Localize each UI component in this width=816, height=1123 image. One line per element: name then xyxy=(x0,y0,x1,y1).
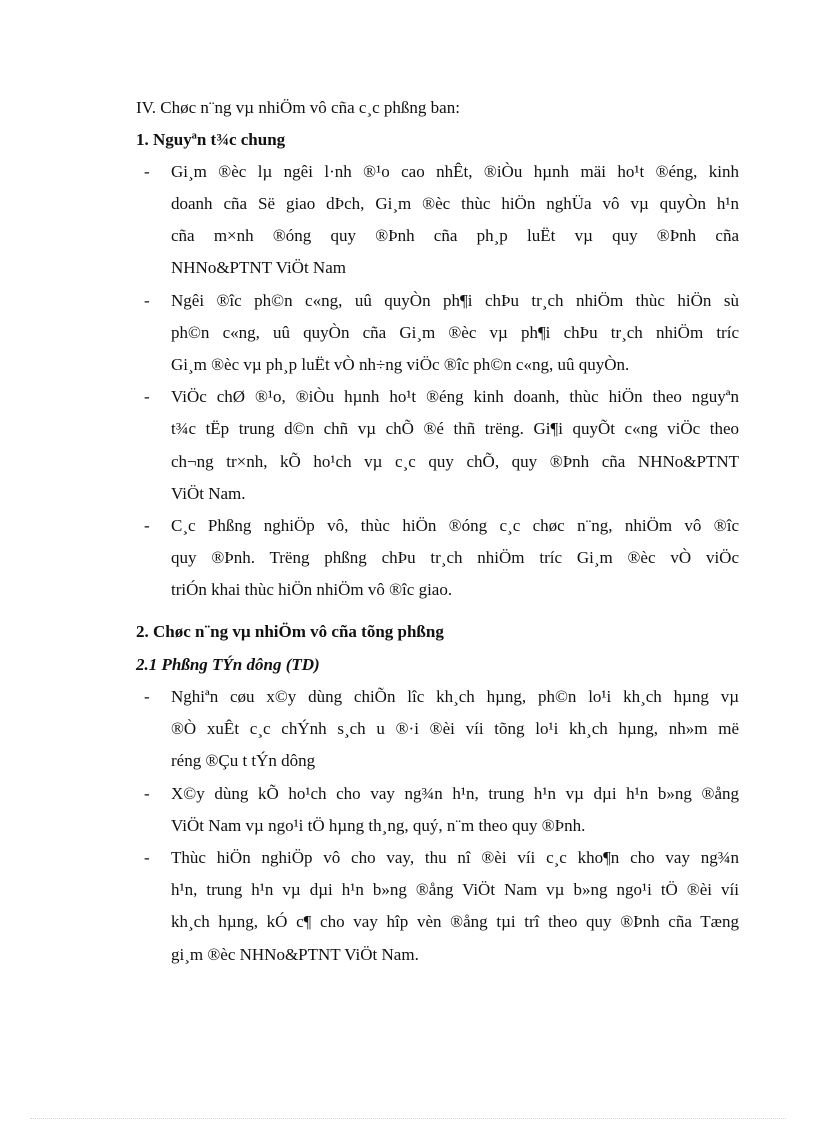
list-item-line: Gi¸m ®èc lµ ngêi l·nh ®¹o cao nhÊt, ®iÒu hµnh mäi ho¹t ®éng, kinh xyxy=(171,162,739,181)
bullet-dash: - xyxy=(144,516,150,535)
list-item-line: ph©n c«ng, uû quyÒn cña Gi¸m ®èc vµ ph¶i chÞu tr¸ch nhiÖm tríc xyxy=(171,323,739,342)
list-item-line: ViÖc chØ ®¹o, ®iÒu hµnh ho¹t ®éng kinh doanh, thùc hiÖn theo nguyªn xyxy=(171,387,739,406)
list-item-line: ViÖt Nam vµ ngo¹i tÖ hµng th¸ng, quý, n¨m theo quy ®Þnh. xyxy=(171,816,586,835)
bullet-dash: - xyxy=(144,162,150,181)
list-item-line: triÓn khai thùc hiÖn nhiÖm vô ®îc giao. xyxy=(171,580,453,599)
bullet-dash: - xyxy=(144,848,150,867)
list-item-line: quy ®Þnh. Trëng phßng chÞu tr¸ch nhiÖm tríc Gi¸m ®èc vÒ viÖc xyxy=(171,548,739,567)
list-item-line: h¹n, trung h¹n vµ dµi h¹n b»ng ®ång ViÖt Nam vµ b»ng ngo¹i tÖ ®èi víi xyxy=(171,880,739,899)
list-item-line: t¾c tËp trung d©n chñ vµ chÕ ®é thñ trëng. Gi¶i quyÕt c«ng viÖc theo xyxy=(171,419,739,438)
bullet-dash: - xyxy=(144,687,150,706)
list-item-line: Nghiªn cøu x©y dùng chiÕn lîc kh¸ch hµng, ph©n lo¹i kh¸ch hµng vµ xyxy=(171,687,739,706)
bullet-dash: - xyxy=(144,291,150,310)
subsection-title-credit-department: 2.1 Phßng TÝn dông (TD) xyxy=(136,655,320,674)
list-item-line: cña m×nh ®óng quy ®Þnh cña ph¸p luËt vµ quy ®Þnh cña xyxy=(171,226,739,245)
list-item-line: X©y dùng kÕ ho¹ch cho vay ng¾n h¹n, trung h¹n vµ dµi h¹n b»ng ®ång xyxy=(171,784,739,803)
list-item-line: gi¸m ®èc NHNo&PTNT ViÖt Nam. xyxy=(171,945,419,964)
list-item-line: doanh cña Së giao dÞch, Gi¸m ®èc thùc hiÖn nghÜa vô vµ quyÒn h¹n xyxy=(171,194,739,213)
section-heading: IV. Chøc n¨ng vµ nhiÖm vô cña c¸c phßng ban: xyxy=(136,98,460,117)
bullet-dash: - xyxy=(144,387,150,406)
list-item-line: ®Ò xuÊt c¸c chÝnh s¸ch u ®·i ®èi víi tõng lo¹i kh¸ch hµng, nh»m më xyxy=(171,719,739,738)
list-item-line: C¸c Phßng nghiÖp vô, thùc hiÖn ®óng c¸c chøc n¨ng, nhiÖm vô ®îc xyxy=(171,516,739,535)
list-item-line: ViÖt Nam. xyxy=(171,484,246,503)
list-item-line: NHNo&PTNT ViÖt Nam xyxy=(171,258,346,277)
list-item-line: réng ®Çu t tÝn dông xyxy=(171,751,316,770)
list-item-line: ch¬ng tr×nh, kÕ ho¹ch vµ c¸c quy chÕ, quy ®Þnh cña NHNo&PTNT xyxy=(171,452,739,471)
subsection-title-general-principles: 1. Nguyªn t¾c chung xyxy=(136,130,286,149)
list-item-line: Gi¸m ®èc vµ ph¸p luËt vÒ nh÷ng viÖc ®îc ph©n c«ng, uû quyÒn. xyxy=(171,355,630,374)
subsection-title-functions: 2. Chøc n¨ng vµ nhiÖm vô cña tõng phßng xyxy=(136,622,444,641)
list-item-line: Ngêi ®îc ph©n c«ng, uû quyÒn ph¶i chÞu tr¸ch nhiÖm thùc hiÖn sù xyxy=(171,291,739,310)
list-item-line: kh¸ch hµng, kÓ c¶ cho vay hîp vèn ®ång tµi trî theo quy ®Þnh cña Tæng xyxy=(171,912,739,931)
list-item-line: Thùc hiÖn nghiÖp vô cho vay, thu nî ®èi víi c¸c kho¶n cho vay ng¾n xyxy=(171,848,739,867)
page-footer-divider xyxy=(30,1118,786,1119)
bullet-dash: - xyxy=(144,784,150,803)
